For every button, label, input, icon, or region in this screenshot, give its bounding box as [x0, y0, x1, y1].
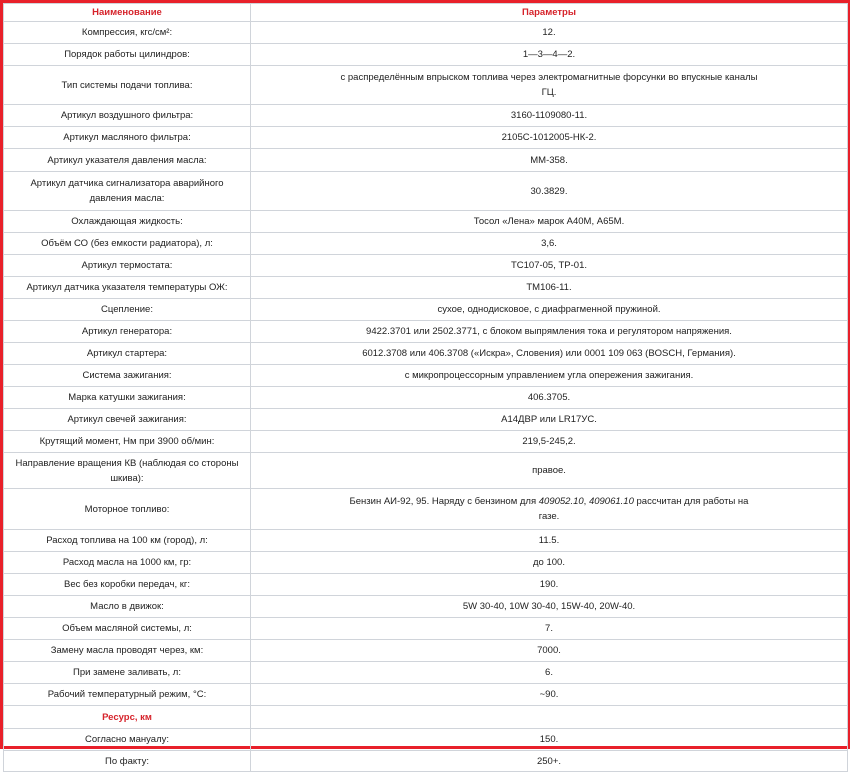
row-label: Вес без коробки передач, кг:: [4, 574, 251, 596]
section-title: Ресурс, км: [4, 706, 251, 729]
row-value: 3,6.: [251, 233, 848, 255]
table-row: [4, 277, 848, 299]
row-value: 7.: [251, 618, 848, 640]
row-value: 30.3829.: [251, 172, 848, 211]
table-row: [4, 618, 848, 640]
row-label: Направление вращения КВ (наблюдая со стороны шкива):: [4, 453, 251, 489]
row-value: [251, 489, 848, 530]
row-label: Расход топлива на 100 км (город), л:: [4, 530, 251, 552]
table-row: [4, 211, 848, 233]
table-row: [4, 751, 848, 772]
table-row: [4, 640, 848, 662]
row-label: Система зажигания:: [4, 365, 251, 387]
row-label: По факту:: [4, 751, 251, 772]
row-label: Артикул датчика указателя температуры ОЖ:: [4, 277, 251, 299]
row-label: Марка катушки зажигания:: [4, 387, 251, 409]
row-value: 2105С-1012005-НК-2.: [251, 127, 848, 149]
row-label: Артикул стартера:: [4, 343, 251, 365]
table-row: [4, 662, 848, 684]
row-value: до 100.: [251, 552, 848, 574]
section-row: [4, 706, 848, 729]
row-value: 250+.: [251, 751, 848, 772]
table-row: [4, 299, 848, 321]
table-row: [4, 321, 848, 343]
row-value: 190.: [251, 574, 848, 596]
table-row: [4, 172, 848, 211]
row-label: Артикул датчика сигнализатора аварийного давления масла:: [4, 172, 251, 211]
row-value-text: с распределённым впрыском топлива через электромагнитные форсунки во впускные каналы ГЦ.: [340, 72, 758, 98]
row-value: А14ДВР или LR17УС.: [251, 409, 848, 431]
table-row: [4, 149, 848, 172]
engine-model-a: 409052.10: [538, 496, 584, 507]
row-label: При замене заливать, л:: [4, 662, 251, 684]
row-label: Артикул свечей зажигания:: [4, 409, 251, 431]
table-row: [4, 574, 848, 596]
row-value: 9422.3701 или 2502.3771, с блоком выпрямления тока и регулятором напряжения.: [251, 321, 848, 343]
table-row: [4, 233, 848, 255]
table-row: [4, 409, 848, 431]
row-value: 11.5.: [251, 530, 848, 552]
row-label: Объем масляной системы, л:: [4, 618, 251, 640]
table-row: [4, 105, 848, 127]
row-label: Масло в движок:: [4, 596, 251, 618]
row-value: 6012.3708 или 406.3708 («Искра», Словения) или 0001 109 063 (BOSCH, Германия).: [251, 343, 848, 365]
fuel-text-a: Бензин АИ-92, 95. Наряду с бензином для: [349, 496, 539, 507]
row-label: Артикул воздушного фильтра:: [4, 105, 251, 127]
section-value: [251, 706, 848, 729]
row-value: 5W 30-40, 10W 30-40, 15W-40, 20W-40.: [251, 596, 848, 618]
row-value: 1—3—4—2.: [251, 44, 848, 66]
row-label: Артикул термостата:: [4, 255, 251, 277]
header-name: Наименование: [4, 4, 251, 22]
row-label: Расход масла на 1000 км, гр:: [4, 552, 251, 574]
row-value: с микропроцессорным управлением угла опережения зажигания.: [251, 365, 848, 387]
row-value: 219,5-245,2.: [251, 431, 848, 453]
table-row: [4, 44, 848, 66]
table-row: [4, 552, 848, 574]
row-label: Рабочий температурный режим, °С:: [4, 684, 251, 706]
engine-model-b: 409061.10: [588, 496, 634, 507]
row-value-text: [339, 494, 759, 524]
table-row: [4, 431, 848, 453]
row-label: Охлаждающая жидкость:: [4, 211, 251, 233]
row-label: Крутящий момент, Нм при 3900 об/мин:: [4, 431, 251, 453]
row-label: Артикул масляного фильтра:: [4, 127, 251, 149]
specs-table: [3, 3, 848, 772]
row-label: Сцепление:: [4, 299, 251, 321]
row-value: ~90.: [251, 684, 848, 706]
table-row: [4, 596, 848, 618]
row-value: ТМ106-11.: [251, 277, 848, 299]
table-row: [4, 729, 848, 751]
row-label: Моторное топливо:: [4, 489, 251, 530]
table-header-row: [4, 4, 848, 22]
fuel-text-c: ,: [583, 496, 589, 507]
table-row: [4, 343, 848, 365]
header-params: Параметры: [251, 4, 848, 22]
row-value: правое.: [251, 453, 848, 489]
row-label: Артикул генератора:: [4, 321, 251, 343]
row-value: ММ-358.: [251, 149, 848, 172]
row-label: Артикул указателя давления масла:: [4, 149, 251, 172]
table-row: [4, 489, 848, 530]
row-value: 3160-1109080-11.: [251, 105, 848, 127]
fuel-text-e: рассчитан для работы на газе.: [538, 496, 749, 522]
row-label: Замену масла проводят через, км:: [4, 640, 251, 662]
row-value: ТС107-05, ТР-01.: [251, 255, 848, 277]
row-label: Согласно мануалу:: [4, 729, 251, 751]
row-value: Тосол «Лена» марок А40М, А65М.: [251, 211, 848, 233]
table-row: [4, 684, 848, 706]
row-value: [251, 66, 848, 105]
row-label: Порядок работы цилиндров:: [4, 44, 251, 66]
row-value: 7000.: [251, 640, 848, 662]
table-row: [4, 453, 848, 489]
row-value: 6.: [251, 662, 848, 684]
table-row: [4, 66, 848, 105]
row-label: Объём СО (без емкости радиатора), л:: [4, 233, 251, 255]
row-value: 12.: [251, 22, 848, 44]
table-row: [4, 387, 848, 409]
table-row: [4, 365, 848, 387]
table-row: [4, 22, 848, 44]
row-value: 150.: [251, 729, 848, 751]
table-row: [4, 127, 848, 149]
row-label: Тип системы подачи топлива:: [4, 66, 251, 105]
table-row: [4, 530, 848, 552]
row-value: 406.3705.: [251, 387, 848, 409]
row-label: Компрессия, кгс/см²:: [4, 22, 251, 44]
table-row: [4, 255, 848, 277]
row-value: сухое, однодисковое, с диафрагменной пружиной.: [251, 299, 848, 321]
